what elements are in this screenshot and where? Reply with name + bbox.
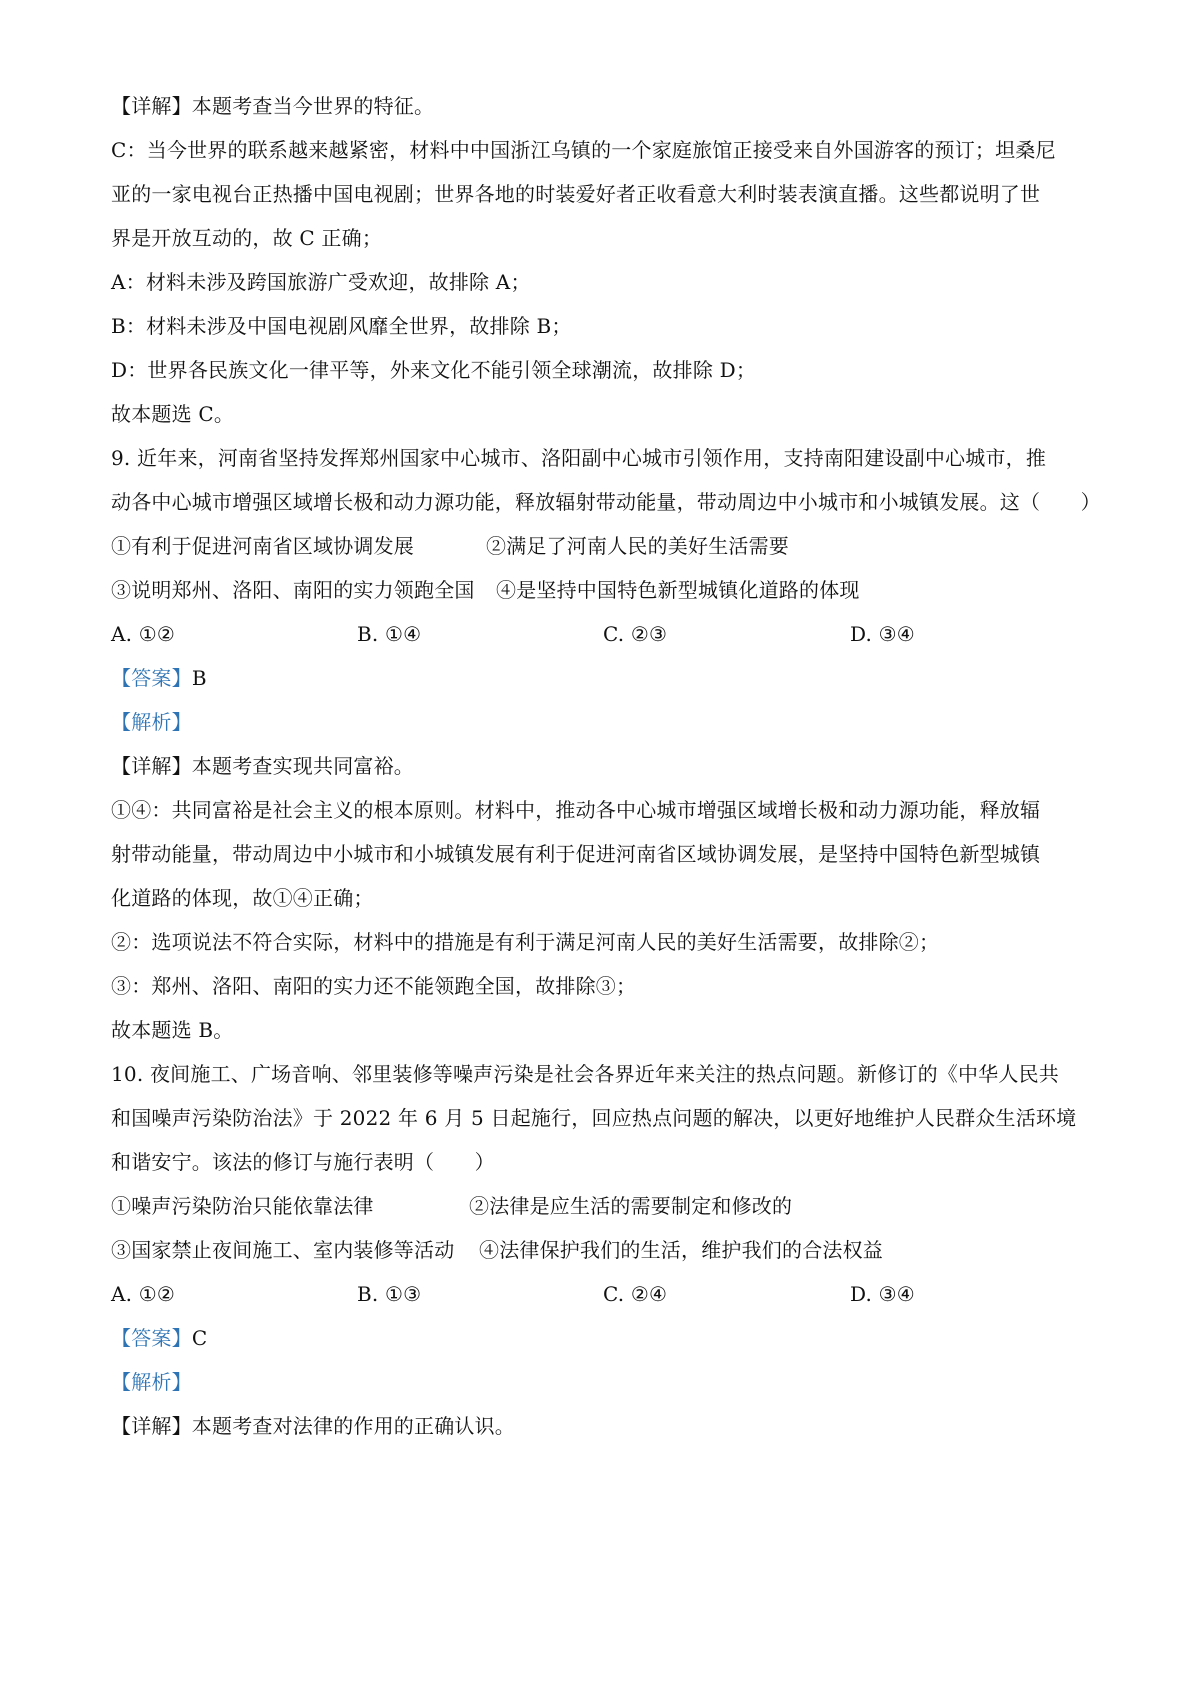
q9-option-a: A. ①②: [111, 622, 176, 646]
q10-stem-line: 10. 夜间施工、广场音响、邻里装修等噪声污染是社会各界近年来关注的热点问题。新修订的《中华人民共: [111, 1062, 1059, 1086]
q10-option-b: B. ①③: [357, 1282, 422, 1306]
q9-answer: [111, 663, 207, 693]
q10-answer: [111, 1323, 207, 1353]
q8-conclusion: 故本题选 C。: [111, 402, 235, 426]
q10-statement-3: ③国家禁止夜间施工、室内装修等活动: [111, 1238, 455, 1262]
q10-option-c: C. ②④: [603, 1282, 668, 1306]
q9-detail: 【详解】本题考查实现共同富裕。: [111, 754, 414, 778]
q9-explain-line: ③：郑州、洛阳、南阳的实力还不能领跑全国，故排除③；: [111, 974, 637, 998]
q10-analysis-label: 【解析】: [111, 1370, 192, 1394]
q9-stem-line: 动各中心城市增强区域增长极和动力源功能，释放辐射带动能量，带动周边中小城市和小城镇发展。这（ ）: [111, 490, 1101, 514]
q9-conclusion: 故本题选 B。: [111, 1018, 234, 1042]
q10-statement-2: ②法律是应生活的需要制定和修改的: [469, 1194, 793, 1218]
q10-statement-1: ①噪声污染防治只能依靠法律: [111, 1194, 374, 1218]
q8-explain-line: A：材料未涉及跨国旅游广受欢迎，故排除 A；: [111, 270, 531, 294]
q9-explain-line: ②：选项说法不符合实际，材料中的措施是有利于满足河南人民的美好生活需要，故排除②；: [111, 930, 940, 954]
q8-explain-line: B：材料未涉及中国电视剧风靡全世界，故排除 B；: [111, 314, 572, 338]
q9-analysis-label: 【解析】: [111, 710, 192, 734]
q10-option-a: A. ①②: [111, 1282, 176, 1306]
q10-statement-4: ④法律保护我们的生活，维护我们的合法权益: [479, 1238, 883, 1262]
answer-value: C: [191, 1326, 208, 1350]
q8-explain-line: 界是开放互动的，故 C 正确；: [111, 226, 383, 250]
q10-stem-line: 和谐安宁。该法的修订与施行表明（ ）: [111, 1150, 495, 1174]
q9-statement-3: ③说明郑州、洛阳、南阳的实力领跑全国: [111, 578, 475, 602]
q8-detail: 【详解】本题考查当今世界的特征。: [111, 94, 435, 118]
q10-detail: 【详解】本题考查对法律的作用的正确认识。: [111, 1414, 515, 1438]
answer-label: 【答案】: [111, 1326, 192, 1350]
q9-option-c: C. ②③: [603, 622, 668, 646]
q9-explain-line: 射带动能量，带动周边中小城市和小城镇发展有利于促进河南省区域协调发展，是坚持中国特色新型城镇: [111, 842, 1041, 866]
answer-value: B: [191, 666, 207, 690]
q8-explain-line: 亚的一家电视台正热播中国电视剧；世界各地的时装爱好者正收看意大利时装表演直播。这些都说明了世: [111, 182, 1041, 206]
answer-label: 【答案】: [111, 666, 192, 690]
q9-statement-4: ④是坚持中国特色新型城镇化道路的体现: [496, 578, 860, 602]
q9-statement-1: ①有利于促进河南省区域协调发展: [111, 534, 414, 558]
q10-stem-line: 和国噪声污染防治法》于 2022 年 6 月 5 日起施行，回应热点问题的解决，以更好地维护人民群众生活环境: [111, 1106, 1077, 1130]
q9-option-b: B. ①④: [357, 622, 422, 646]
q8-explain-line: C：当今世界的联系越来越紧密，材料中中国浙江乌镇的一个家庭旅馆正接受来自外国游客的预订；坦桑尼: [111, 138, 1056, 162]
q9-statement-2: ②满足了河南人民的美好生活需要: [486, 534, 789, 558]
q9-explain-line: ①④：共同富裕是社会主义的根本原则。材料中，推动各中心城市增强区域增长极和动力源功能，释放辐: [111, 798, 1041, 822]
q9-stem-line: 9. 近年来，河南省坚持发挥郑州国家中心城市、洛阳副中心城市引领作用，支持南阳建设副中心城市，推: [111, 446, 1047, 470]
q9-option-d: D. ③④: [850, 622, 915, 646]
q10-option-d: D. ③④: [850, 1282, 915, 1306]
q8-explain-line: D：世界各民族文化一律平等，外来文化不能引领全球潮流，故排除 D；: [111, 358, 757, 382]
q9-explain-line: 化道路的体现，故①④正确；: [111, 886, 374, 910]
